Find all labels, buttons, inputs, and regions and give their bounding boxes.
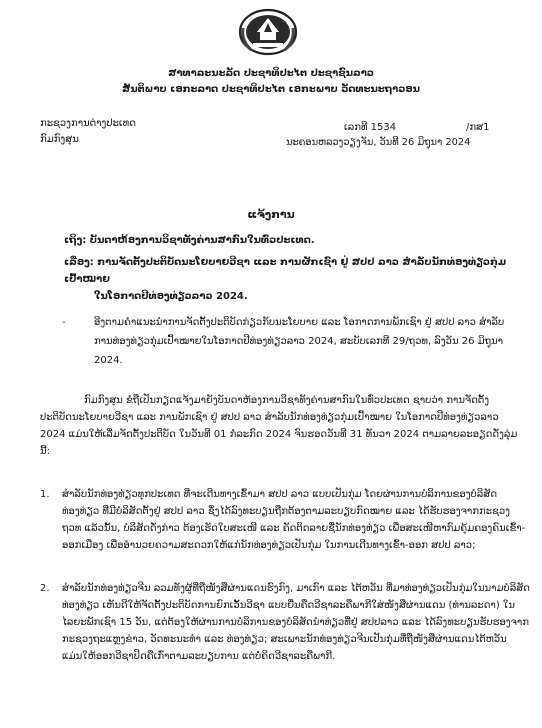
national-header-line-2: ສັນຕິພາບ ເອກະລາດ ປະຊາທິປະໄຕ ເອກະພາບ ວັດທະນະຖາວອນ: [122, 84, 420, 95]
list-item-number: 2.: [40, 583, 50, 594]
subject-line-2: ໃນໂອກາດປີທ່ອງທ່ຽວລາວ 2024.: [94, 291, 248, 302]
reference-dash: -: [62, 317, 66, 328]
national-emblem-icon: [237, 6, 299, 56]
intro-paragraph: ກົມກົງສຸນ ຂໍຖືເປັນກຽດແຈ້ງມາຍັງບັນດາຫ້ອງການວິຊາທັງຄ່ານສາກົນໃນທົ່ວປະເທດ ຊາບວ່າ ການຈັດຕັ້ງປະຕິບັດນະໂຍບາຍວີຊາ ແລະ ການພັກເຊົາ ຢູ່ ສປປ ລາວ ສຳລັບນັກທ່ອງທ່ຽວກຸ່ມເປົ້າໝາຍ ໃນໂອກາດປີທ່ອງທ່ຽວລາວ 2024 ແມ່ນໃຫ້ເລີ່ມຈັດຕັ້ງປະຕິບັດ ໃນວັນທີ 01 ກໍລະກົດ 2024 ຈົນຮອດວັນທີ 31 ທັນວາ 2024 ຕາມລາຍລະອຽດດັ່ງລຸ່ມນີ້:: [40, 395, 518, 457]
subject-block: [64, 254, 524, 305]
list-item-number: 1.: [40, 489, 50, 500]
recipient-line: ເຖິງ: ບັນດາຫ້ອງການວິຊາທັງຄ່ານສາກົນໃນທົ່ວປະເທດ.: [64, 235, 315, 246]
subject-line-1: ເລື່ອງ: ການຈັດຕັ້ງປະຕິບັດນະໂຍບາຍວີຊາ ແລະ ການຜັກເຊົາ ຢູ່ ສປປ ລາວ ສຳລັບນັກທ່ອງທ່ຽວກຸ່ມເປົ້າໝາຍ: [64, 257, 507, 285]
list-item-text: ສຳລັບນັກທ່ອງທ່ຽວທຸກປະເທດ ທີ່ຈະເດີນທາງເຂົ້າມາ ສປປ ລາວ ແບບເປັນກຸ່ມ ໂດຍຜ່ານການບໍລິການຂອງບໍລິສັດທ່ອງທ່ຽວ ທີ່ມີບໍລິສັດຕັ້ງຢູ່ ສປປ ລາວ ຊຶ່ງໄດ້ລົງທະບຽນຖືກຕ້ອງຕາມລະບຽບກົດໝາຍ ແລະ ໄດ້ຮັບຮອງຈາກກະຊວງ ຖວທ ແລ້ວນັ້ນ, ບໍລິສັດດັ່ງກ່າວ ຕ້ອງເຮັດໃບສະເໜີ ແລະ ຄັດຕິດລາຍຊື່ນັກທ່ອງທ່ຽວ ເພື່ອສະເໜີຫາກົມຄຸ້ມຄອງຄົນເຂົ້າ-ອອກເມືອງ ເພື່ອອຳນວຍຄວາມສະດວກໃຫ້ແກ່ນັກທ່ອງທ່ຽວເປັນກຸ່ມ ໃນການເດີນທາງເຂົ້າ-ອອກ ສປປ ລາວ;: [62, 489, 526, 551]
sender-ministry: ກະຊວງການຕ່າງປະເທດ: [40, 118, 136, 129]
reference-text: ອີງຕາມຄຳແນະນຳການຈັດຕັ້ງປະຕິບັດກ່ຽວກັບນະໂຍບາຍ ແລະ ໂອກາດການພັກເຊົາ ຢູ່ ສປປ ລາວ ສຳລັບການທ່ອງທ່ຽວກຸ່ມເປົ້າໝາຍໃນໂອກາດປີທ່ອງທ່ຽວລາວ 2024, ສະບັບເລກທີ 29/ຖວທ, ລົງວັນ 26 ມິຖຸນາ 2024.: [94, 317, 505, 366]
document-number: ເລກທີ 1534: [344, 122, 397, 133]
sender-department: ກົມກົງສຸນ: [40, 134, 79, 145]
list-item-text: ສຳລັບນັກທ່ອງທ່ຽວຈີນ ລວມທັງຜູ້ທີ່ຖືໜັງສືຜ່ານແດນຮົງກົງ, ມາເກົາ ແລະ ໄຕ້ຫວັນ ທີ່ມາທ່ອງທ່ຽວເປັນກຸ່ມໃນນາມບໍລິສັດທ່ອງທ່ຽວ ເຫັນດີໃຫ້ຈັດຕັ້ງປະຕິບັດການຍົກເວັ້ນວີຊາ ແບບຍື່ນຄືດວີຊາລະຄືພາກີໃສ່ໜັງສືຜ່ານແດນ (ທ່ານລະດາ) ໃນໄລຍະພັກເຊົາ 15 ວັນ, ແຕ່ຕ້ອງໃຫ້ຜ່ານການບໍລິການຂອງບໍລິສັດນຳທ່ຽວທີ່ຢູ່ ສປປລາວ ແລະ ໄດ້ລົງທະບຽນຮັບຮອງຈາກກະຊວງຖະແຫຼງຂ່າວ, ວັດທະນະທຳ ແລະ ທ່ອງທ່ຽວ; ສະເພາະນັກທ່ອງທ່ຽວຈີນເປັນກຸ່ມທີ່ຖືໜັງສືຜ່ານແດນໄຕ້ຫວັນ ແມ່ນໃຫ້ອອກວີຊາປິດຄືເກົ່າຕາມລະບຽບການ ແຕ່ບໍ່ຄິດວີຊາລະຄືພາກີ.: [62, 583, 530, 662]
national-header-line-1: ສາທາລະນະລັດ ປະຊາທິປະໄຕ ປະຊາຊົນລາວ: [168, 68, 374, 79]
list-item: [40, 486, 530, 554]
reference-item: [54, 313, 514, 370]
place-and-date: ນະຄອນຫລວງວຽງຈັນ, ວັນທີ 26 ມິຖຸນາ 2024: [286, 137, 471, 148]
document-number-suffix: /ກສ1: [466, 122, 490, 133]
list-item: [40, 580, 530, 665]
document-title: ແຈ້ງການ: [247, 208, 295, 221]
